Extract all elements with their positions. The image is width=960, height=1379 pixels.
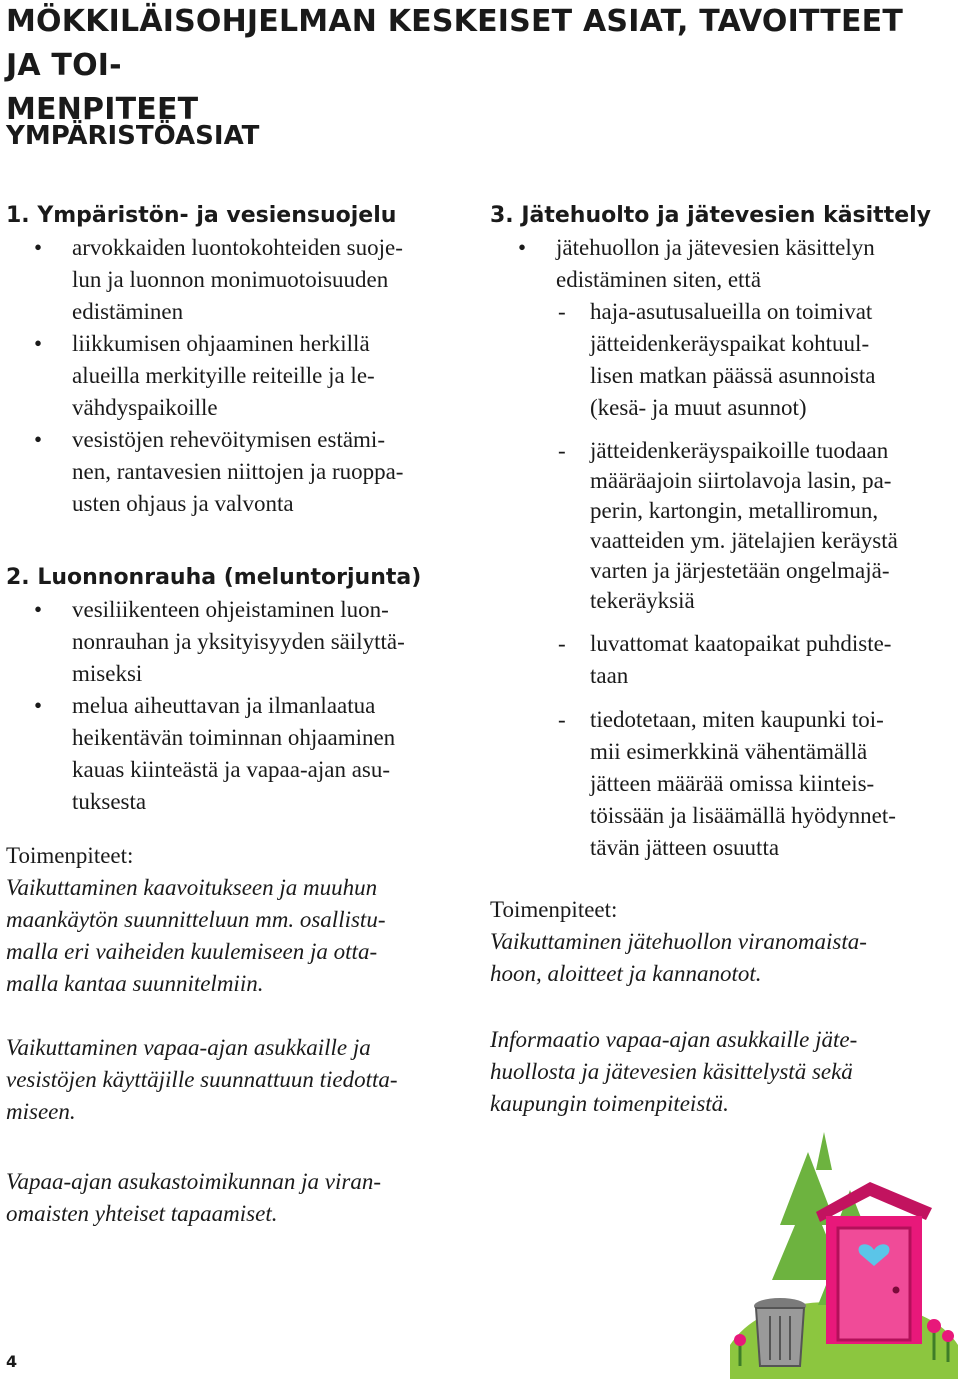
line: tekeräyksiä <box>590 588 695 613</box>
line: Vaikuttaminen jätehuollon viranomaista- <box>490 929 867 954</box>
line: määräajoin siirtolavoja lasin, pa- <box>590 468 892 493</box>
line: malla kantaa suunnitelmiin. <box>6 971 264 996</box>
line: arvokkaiden luontokohteiden suoje- <box>72 235 403 260</box>
line: Vaikuttaminen vapaa-ajan asukkaille ja <box>6 1035 371 1060</box>
line: maankäytön suunnitteluun mm. osallistu- <box>6 907 386 932</box>
list-item <box>6 594 468 690</box>
line: edistäminen <box>72 299 184 324</box>
tree-top-icon <box>816 1132 832 1170</box>
list-item <box>556 628 956 692</box>
bullet-icon: • <box>34 235 43 260</box>
line: tiedotetaan, miten kaupunki toi- <box>590 707 884 732</box>
line: taan <box>590 663 629 688</box>
line: nonrauhan ja yksityisyyden säilyttä- <box>72 629 405 654</box>
page-title <box>6 0 946 132</box>
dash-icon: - <box>558 438 566 463</box>
line: vesistöjen käyttäjille suunnattuun tiedotta- <box>6 1067 398 1092</box>
measures-label: Toimenpiteet: <box>490 897 618 922</box>
door-handle-icon <box>893 1287 900 1294</box>
dash-icon: - <box>558 707 566 732</box>
line: vaatteiden ym. jätelajien keräystä <box>590 528 898 553</box>
list-item <box>6 328 468 424</box>
list-item <box>556 436 956 616</box>
measures-paragraph <box>6 1032 468 1128</box>
line: melua aiheuttavan ja ilmanlaatua <box>72 693 376 718</box>
trash-bin-icon <box>754 1298 806 1366</box>
heading-environment-protection: 1. Ympäristön- ja vesiensuojelu <box>6 203 397 228</box>
heading-waste-management: 3. Jätehuolto ja jätevesien käsittely <box>490 203 932 228</box>
line: haja-asutusalueilla on toimivat <box>590 299 873 324</box>
line: Vaikuttaminen kaavoitukseen ja muuhun <box>6 875 378 900</box>
line: usten ohjaus ja valvonta <box>72 491 294 516</box>
line: huollosta ja jätevesien käsittelystä sekä <box>490 1059 853 1084</box>
line: liikkumisen ohjaaminen herkillä <box>72 331 370 356</box>
line: vesistöjen rehevöitymisen estämi- <box>72 427 385 452</box>
right-column <box>490 200 956 1120</box>
measures-paragraph <box>490 926 956 990</box>
line: Vapaa-ajan asukastoimikunnan ja viran- <box>6 1169 381 1194</box>
door-icon <box>838 1228 910 1340</box>
measures-paragraph <box>6 1166 468 1230</box>
section-title: YMPÄRISTÖASIAT <box>6 121 260 151</box>
waste-dash-list <box>556 296 956 864</box>
left-column <box>6 200 468 1230</box>
measures-paragraph <box>490 1024 956 1120</box>
line: kaupungin toimenpiteistä. <box>490 1091 729 1116</box>
line: varten ja järjestetään ongelmajä- <box>590 558 890 583</box>
dash-icon: - <box>558 631 566 656</box>
line: mii esimerkkinä vähentämällä <box>590 739 868 764</box>
line: (kesä- ja muut asunnot) <box>590 395 807 420</box>
line: miseen. <box>6 1099 76 1124</box>
line: Informaatio vapaa-ajan asukkaille jäte- <box>490 1027 858 1052</box>
title-line-1: MÖKKILÄISOHJELMAN KESKEISET ASIAT, TAVOITTEET JA TOI- <box>6 4 904 83</box>
bullet-icon: • <box>518 235 527 260</box>
dash-icon: - <box>558 299 566 324</box>
page-number: 4 <box>6 1352 18 1371</box>
list-item <box>490 232 956 296</box>
line: malla eri vaiheiden kuulemiseen ja otta- <box>6 939 378 964</box>
measures-label: Toimenpiteet: <box>6 843 134 868</box>
heading-peace-of-nature: 2. Luonnonrauha (meluntorjunta) <box>6 565 422 590</box>
line: jätteidenkeräyspaikoille tuodaan <box>590 438 889 463</box>
line: tuksesta <box>72 789 147 814</box>
list-item <box>6 232 468 328</box>
line: tävän jätteen osuutta <box>590 835 780 860</box>
line: töissään ja lisäämällä hyödynnet- <box>590 803 896 828</box>
list-item <box>556 704 956 864</box>
line: hoon, aloitteet ja kannanotot. <box>490 961 762 986</box>
environment-bullet-list <box>6 232 468 520</box>
line: jätehuollon ja jätevesien käsittelyn <box>556 235 875 260</box>
line: miseksi <box>72 661 143 686</box>
line: edistäminen siten, että <box>556 267 762 292</box>
line: jätteidenkeräyspaikat kohtuul- <box>590 331 870 356</box>
line: vähdyspaikoille <box>72 395 218 420</box>
list-item <box>6 424 468 520</box>
bullet-icon: • <box>34 597 43 622</box>
measures-paragraph <box>6 872 468 1000</box>
line: kauas kiinteästä ja vapaa-ajan asu- <box>72 757 391 782</box>
line: alueilla merkityille reiteille ja le- <box>72 363 375 388</box>
line: heikentävän toiminnan ohjaaminen <box>72 725 396 750</box>
line: omaisten yhteiset tapaamiset. <box>6 1201 278 1226</box>
outhouse-icon <box>816 1182 932 1344</box>
outhouse-illustration-icon <box>720 1130 960 1379</box>
line: nen, rantavesien niittojen ja ruoppa- <box>72 459 404 484</box>
title-line-2: MENPITEET <box>6 92 199 127</box>
waste-bullet-list <box>490 232 956 296</box>
bullet-icon: • <box>34 331 43 356</box>
bullet-icon: • <box>34 427 43 452</box>
line: jätteen määrää omissa kiinteis- <box>590 771 875 796</box>
line: lisen matkan päässä asunnoista <box>590 363 876 388</box>
line: vesiliikenteen ohjeistaminen luon- <box>72 597 389 622</box>
line: luvattomat kaatopaikat puhdiste- <box>590 631 892 656</box>
line: perin, kartongin, metalliromun, <box>590 498 879 523</box>
line: lun ja luonnon monimuotoisuuden <box>72 267 389 292</box>
noise-bullet-list <box>6 594 468 818</box>
list-item <box>556 296 956 424</box>
list-item <box>6 690 468 818</box>
bullet-icon: • <box>34 693 43 718</box>
